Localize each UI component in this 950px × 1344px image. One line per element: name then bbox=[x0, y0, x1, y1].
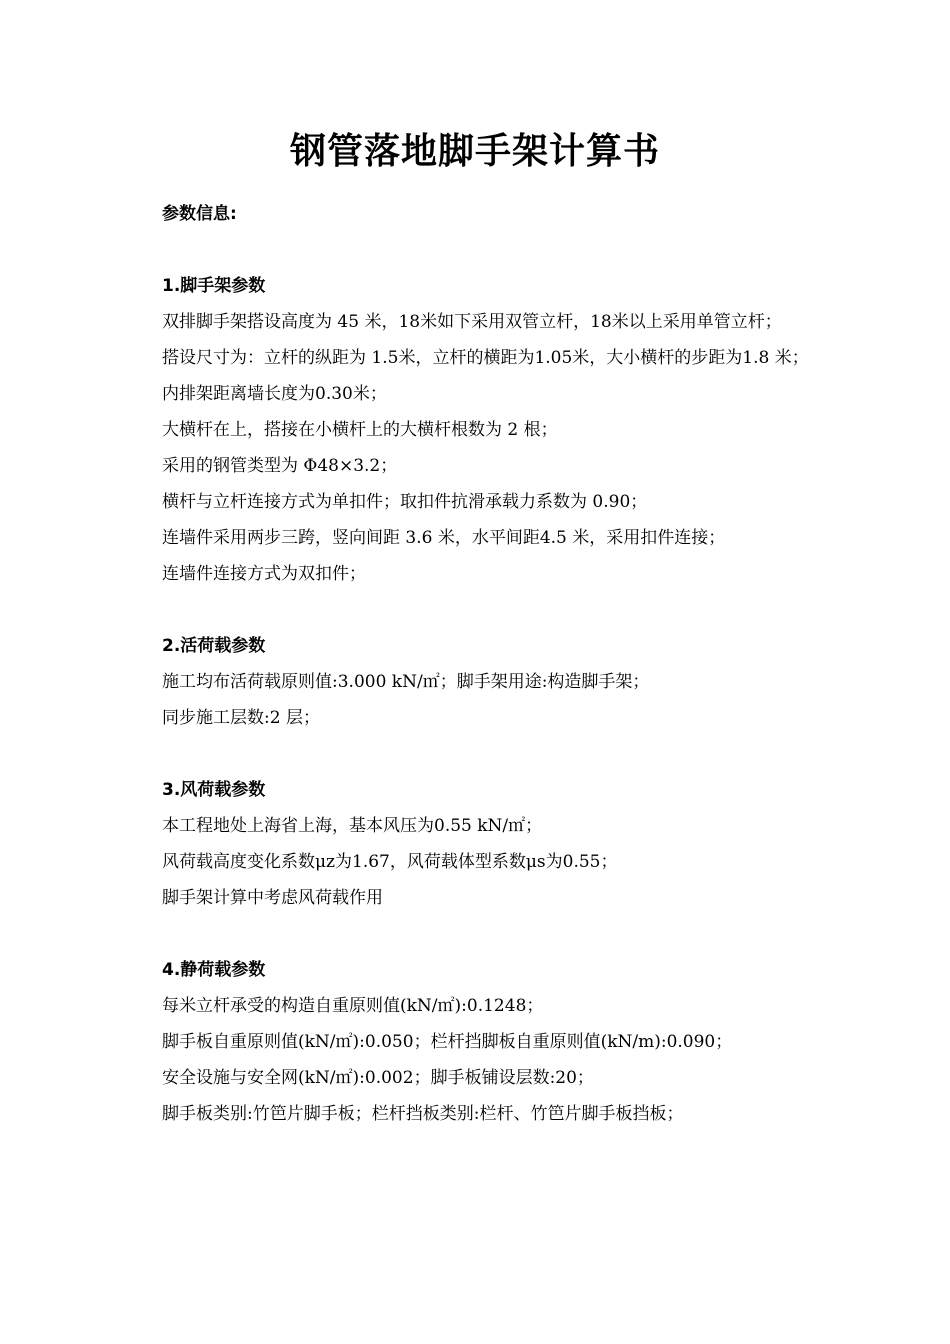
section-heading: 3.风荷载参数 bbox=[162, 780, 266, 800]
spacer bbox=[114, 592, 834, 628]
body-line: 搭设尺寸为：立杆的纵距为 1.5米，立杆的横距为1.05米，大小横杆的步距为1.8 米； bbox=[162, 348, 809, 368]
body-line: 内排架距离墙长度为0.30米； bbox=[162, 384, 387, 404]
section-wind-load-parameters bbox=[114, 772, 834, 916]
body-line: 脚手板自重原则值(kN/㎡):0.050；栏杆挡脚板自重原则值(kN/m):0.090； bbox=[162, 1032, 733, 1052]
body-line: 脚手架计算中考虑风荷载作用 bbox=[162, 888, 383, 908]
section-live-load-parameters bbox=[114, 628, 834, 736]
body-line: 横杆与立杆连接方式为单扣件；取扣件抗滑承载力系数为 0.90； bbox=[162, 492, 648, 512]
body-line: 连墙件连接方式为双扣件； bbox=[162, 564, 366, 584]
spacer bbox=[114, 916, 834, 952]
body-line: 安全设施与安全网(kN/㎡):0.002；脚手板铺设层数:20； bbox=[162, 1068, 594, 1088]
section-heading: 2.活荷载参数 bbox=[162, 636, 266, 656]
body-line: 每米立杆承受的构造自重原则值(kN/㎡):0.1248； bbox=[162, 996, 544, 1016]
section-static-load-parameters bbox=[114, 952, 834, 1132]
spacer bbox=[114, 736, 834, 772]
body-line: 风荷载高度变化系数μz为1.67，风荷载体型系数μs为0.55； bbox=[162, 852, 618, 872]
section-scaffold-parameters bbox=[114, 268, 834, 592]
body-line: 连墙件采用两步三跨，竖向间距 3.6 米，水平间距4.5 米，采用扣件连接； bbox=[162, 528, 726, 548]
page-title: 钢管落地脚手架计算书 bbox=[289, 131, 660, 172]
section-heading: 1.脚手架参数 bbox=[162, 276, 266, 296]
body-line: 脚手板类别:竹笆片脚手板；栏杆挡板类别:栏杆、竹笆片脚手板挡板； bbox=[162, 1104, 684, 1124]
section-heading: 4.静荷载参数 bbox=[162, 960, 266, 980]
document-body bbox=[114, 196, 834, 1132]
body-line: 采用的钢管类型为 Φ48×3.2； bbox=[162, 456, 398, 476]
body-line: 施工均布活荷载原则值:3.000 kN/㎡；脚手架用途:构造脚手架； bbox=[162, 672, 650, 692]
body-line: 同步施工层数:2 层； bbox=[162, 708, 320, 728]
intro-heading: 参数信息: bbox=[162, 204, 237, 224]
body-line: 双排脚手架搭设高度为 45 米，18米如下采用双管立杆，18米以上采用单管立杆； bbox=[162, 312, 782, 332]
body-line: 大横杆在上，搭接在小横杆上的大横杆根数为 2 根； bbox=[162, 420, 558, 440]
body-line: 本工程地处上海省上海，基本风压为0.55 kN/㎡； bbox=[162, 816, 543, 836]
spacer bbox=[114, 232, 834, 268]
